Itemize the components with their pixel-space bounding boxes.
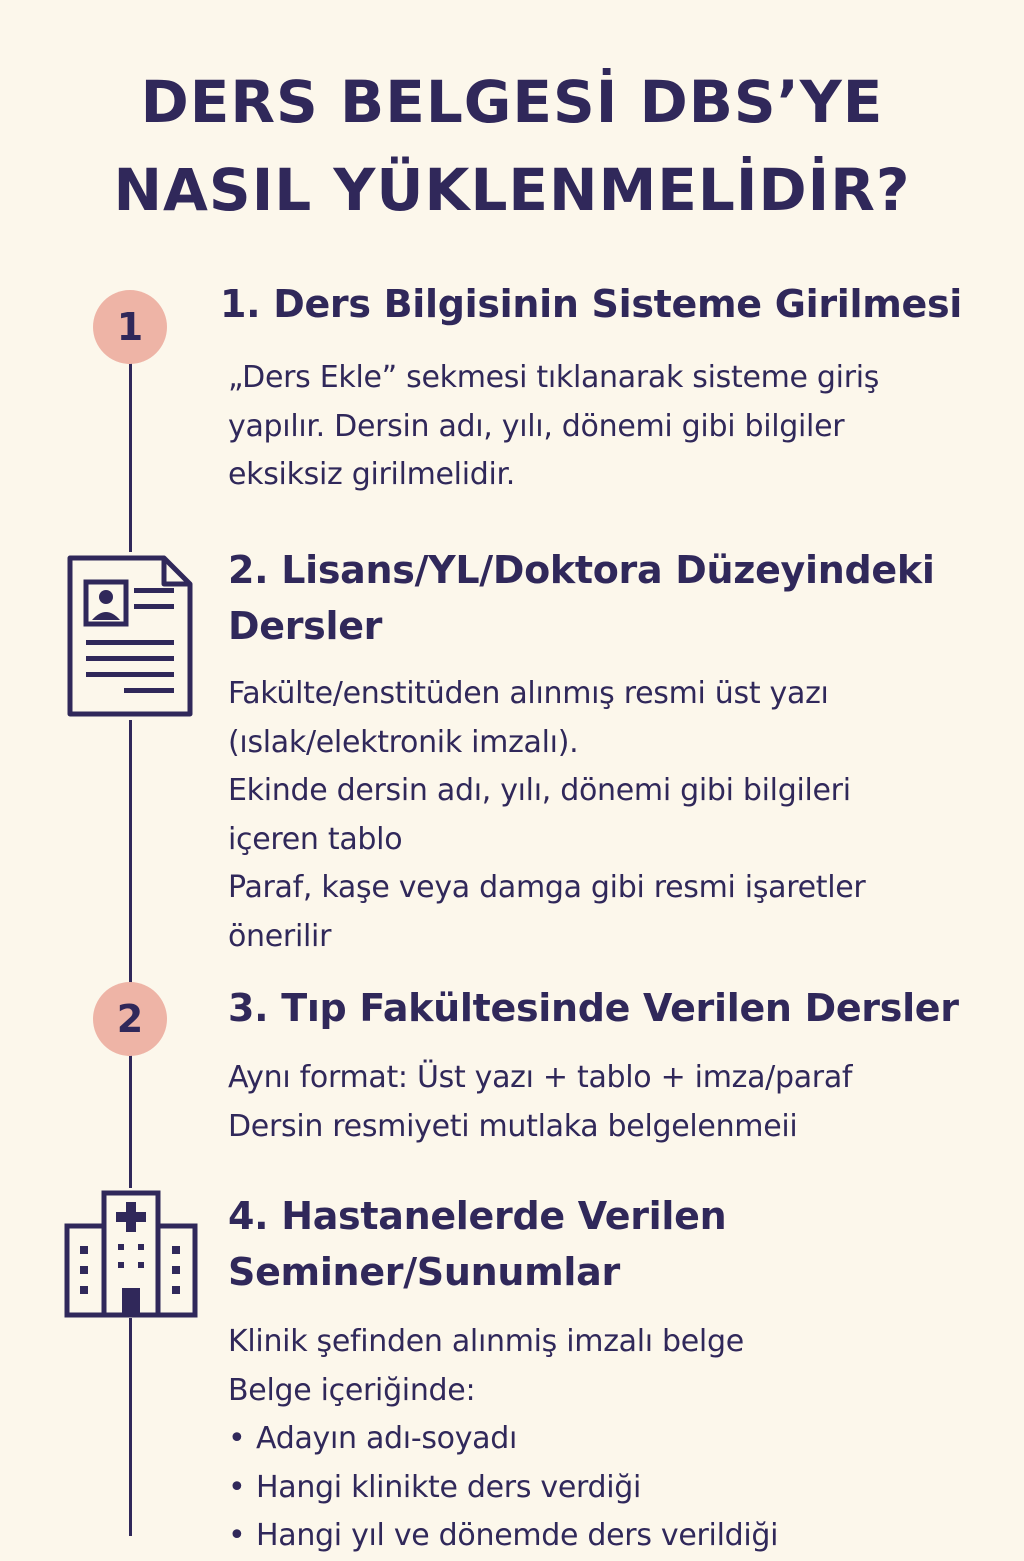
section-2-line-1: Fakülte/enstitüden alınmış resmi üst yazı <box>228 676 829 711</box>
section-2-line-3: Ekinde dersin adı, yılı, dönemi gibi bilgileri <box>228 773 851 808</box>
bullet-item <box>228 1415 988 1464</box>
section-4 <box>228 1188 988 1561</box>
section-2-line-2: (ıslak/elektronik imzalı). <box>228 724 579 760</box>
section-2-body <box>228 670 988 961</box>
section-2-heading-line-2: Dersler <box>228 604 383 648</box>
page-title-line-1: DERS BELGESİ DBS’YE <box>140 68 884 136</box>
bullet-symbol: • <box>228 1469 246 1505</box>
section-1-line-3: eksiksiz girilmelidir. <box>228 457 516 492</box>
section-3-body <box>228 1054 988 1151</box>
section-1-line-1: „Ders Ekle” sekmesi tıklanarak sisteme giriş <box>228 360 880 395</box>
section-2-line-5: Paraf, kaşe veya damga gibi resmi işaretler <box>228 870 866 905</box>
section-1-line-2: yapılır. Dersin adı, yılı, dönemi gibi bilgiler <box>228 408 845 444</box>
bullet-item <box>228 1464 988 1513</box>
document-icon <box>64 552 196 720</box>
section-2-line-4: içeren tablo <box>228 821 403 857</box>
section-2 <box>228 542 988 961</box>
timeline-line <box>129 355 132 1536</box>
section-1 <box>220 276 980 500</box>
section-3 <box>228 980 988 1151</box>
bullet-symbol: • <box>228 1421 246 1456</box>
page-title-line-2: NASIL YÜKLENMELİDİR? <box>113 156 911 224</box>
step-badge-1: 1 <box>93 290 167 364</box>
page-title <box>0 58 1024 234</box>
hospital-icon <box>62 1188 200 1318</box>
section-4-heading-line-2: Seminer/Sunumlar <box>228 1250 620 1294</box>
bullet-text: Hangi klinikte ders verdiği <box>256 1469 642 1505</box>
section-3-line-1: Aynı format: Üst yazı + tablo + imza/paraf <box>228 1060 853 1095</box>
bullet-text: Adayın adı-soyadı <box>256 1421 518 1456</box>
bullet-symbol: • <box>228 1518 246 1553</box>
section-1-heading: 1. Ders Bilgisinin Sisteme Girilmesi <box>220 282 963 326</box>
bullet-text: Hangi yıl ve dönemde ders verildiği <box>256 1518 779 1553</box>
bullet-item <box>228 1512 988 1561</box>
section-4-heading <box>228 1188 988 1300</box>
step-badge-2: 2 <box>93 982 167 1056</box>
section-4-body <box>228 1318 988 1561</box>
section-4-line-2: Belge içeriğinde: <box>228 1372 476 1408</box>
section-3-line-2: Dersin resmiyeti mutlaka belgelenmeii <box>228 1108 798 1144</box>
section-2-heading <box>228 542 988 654</box>
section-2-heading-line-1: 2. Lisans/YL/Doktora Düzeyindeki <box>228 548 935 592</box>
section-1-body <box>228 354 980 500</box>
section-4-line-1: Klinik şefinden alınmiş imzalı belge <box>228 1324 744 1359</box>
section-2-line-6: önerilir <box>228 918 332 954</box>
section-3-heading: 3. Tıp Fakültesinde Verilen Dersler <box>228 986 959 1030</box>
section-4-heading-line-1: 4. Hastanelerde Verilen <box>228 1194 727 1238</box>
